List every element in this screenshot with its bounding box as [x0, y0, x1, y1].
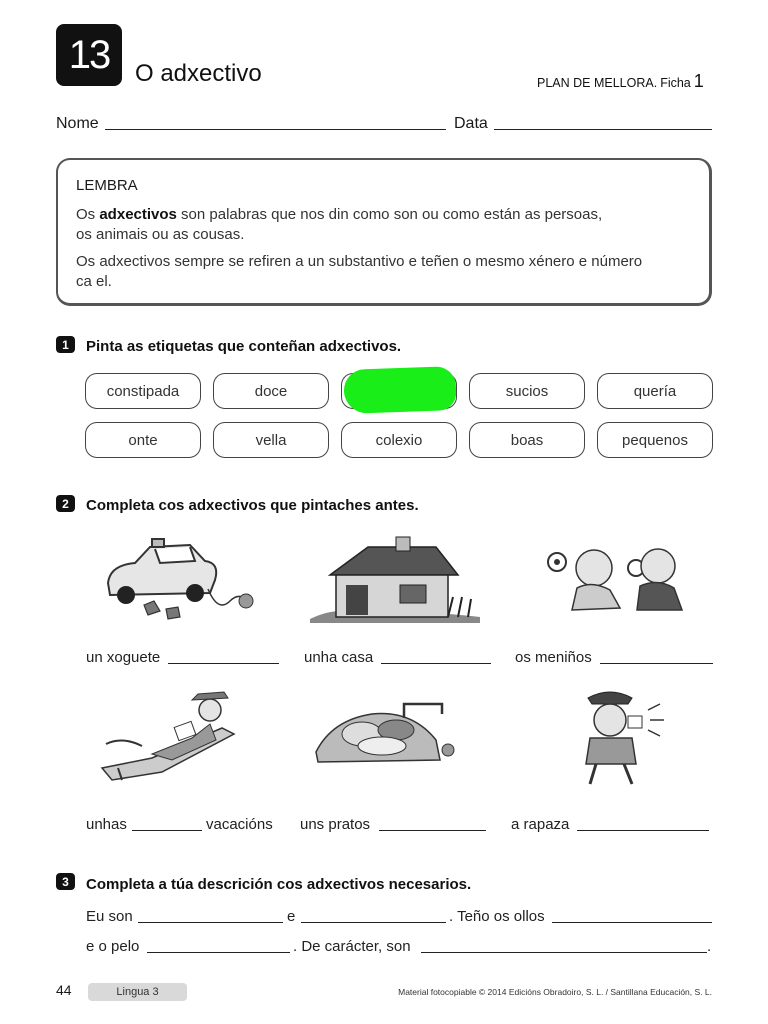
subject-tab: Lingua 3: [88, 983, 187, 1001]
toy-car-illustration: [100, 535, 260, 625]
girl-sneezing-illustration: [550, 688, 675, 788]
word-tag[interactable]: colexio: [341, 422, 457, 458]
description-text: Eu son: [86, 908, 133, 925]
caption-holidays-prefix: unhas: [86, 816, 127, 833]
answer-line[interactable]: [381, 663, 491, 664]
copyright-notice: Material fotocopiable © 2014 Edicións Obradoiro, S. L. / Santillana Educación, S. L.: [398, 987, 712, 997]
unit-number-badge: 13: [56, 24, 122, 86]
description-period: .: [707, 938, 712, 955]
page-number: 44: [56, 982, 72, 998]
description-text: . De carácter, son: [293, 938, 411, 955]
description-text: e o pelo: [86, 938, 140, 955]
dirty-dishes-illustration: [312, 700, 467, 770]
answer-line[interactable]: [132, 830, 202, 831]
worksheet-label: [537, 71, 704, 92]
answer-line[interactable]: [147, 952, 290, 953]
name-label: Nome: [56, 115, 99, 132]
word-tag[interactable]: doce: [213, 373, 329, 409]
answer-line[interactable]: [379, 830, 486, 831]
ficha-number: 1: [693, 71, 704, 91]
description-text: . Teño os ollos: [449, 908, 545, 925]
word-tag[interactable]: vella: [213, 422, 329, 458]
plan-label: PLAN DE MELLORA.: [537, 76, 658, 90]
remember-box: [56, 158, 712, 306]
answer-line[interactable]: [421, 952, 707, 953]
exercise-2-title: Completa cos adxectivos que pintaches antes.: [86, 497, 419, 514]
green-highlight-mark: [343, 366, 456, 414]
word-tag[interactable]: onte: [85, 422, 201, 458]
word-tag[interactable]: quería: [597, 373, 713, 409]
woman-reading-illustration: [92, 688, 242, 783]
answer-line[interactable]: [600, 663, 713, 664]
exercise-1-title: Pinta as etiquetas que conteñan adxectivos.: [86, 338, 402, 355]
name-line[interactable]: [105, 129, 446, 130]
word-tag[interactable]: constipada: [85, 373, 201, 409]
remember-paragraph-1: Os adxectivos son palabras que nos din como son ou como están as persoas, os animais ou as cousas.: [76, 206, 603, 243]
date-line[interactable]: [494, 129, 712, 130]
word-tag[interactable]: boas: [469, 422, 585, 458]
caption-kids: os meniños: [515, 649, 592, 666]
caption-holidays-suffix: vacacións: [206, 816, 273, 833]
babies-illustration: [542, 540, 687, 615]
answer-line[interactable]: [301, 922, 446, 923]
exercise-3-title: Completa a túa descrición cos adxectivos necesarios.: [86, 876, 472, 893]
exercise-3-number: 3: [56, 873, 75, 890]
word-tag[interactable]: sucios: [469, 373, 585, 409]
remember-heading: LEMBRA: [76, 177, 138, 194]
word-tag[interactable]: pequenos: [597, 422, 713, 458]
caption-girl: a rapaza: [511, 816, 570, 833]
exercise-2-number: 2: [56, 495, 75, 512]
ficha-word: Ficha: [660, 76, 691, 90]
exercise-1-number: 1: [56, 336, 75, 353]
page-title: O adxectivo: [135, 60, 262, 87]
answer-line[interactable]: [577, 830, 709, 831]
remember-paragraph-2: Os adxectivos sempre se refiren a un substantivo e teñen o mesmo xénero e número ca el.: [76, 253, 643, 290]
old-house-illustration: [308, 535, 483, 625]
description-text: e: [287, 908, 296, 925]
bold-term: adxectivos: [99, 206, 177, 223]
caption-toy: un xoguete: [86, 649, 161, 666]
caption-house: unha casa: [304, 649, 374, 666]
caption-plates: uns pratos: [300, 816, 371, 833]
answer-line[interactable]: [168, 663, 279, 664]
date-label: Data: [454, 115, 488, 132]
answer-line[interactable]: [138, 922, 283, 923]
answer-line[interactable]: [552, 922, 712, 923]
